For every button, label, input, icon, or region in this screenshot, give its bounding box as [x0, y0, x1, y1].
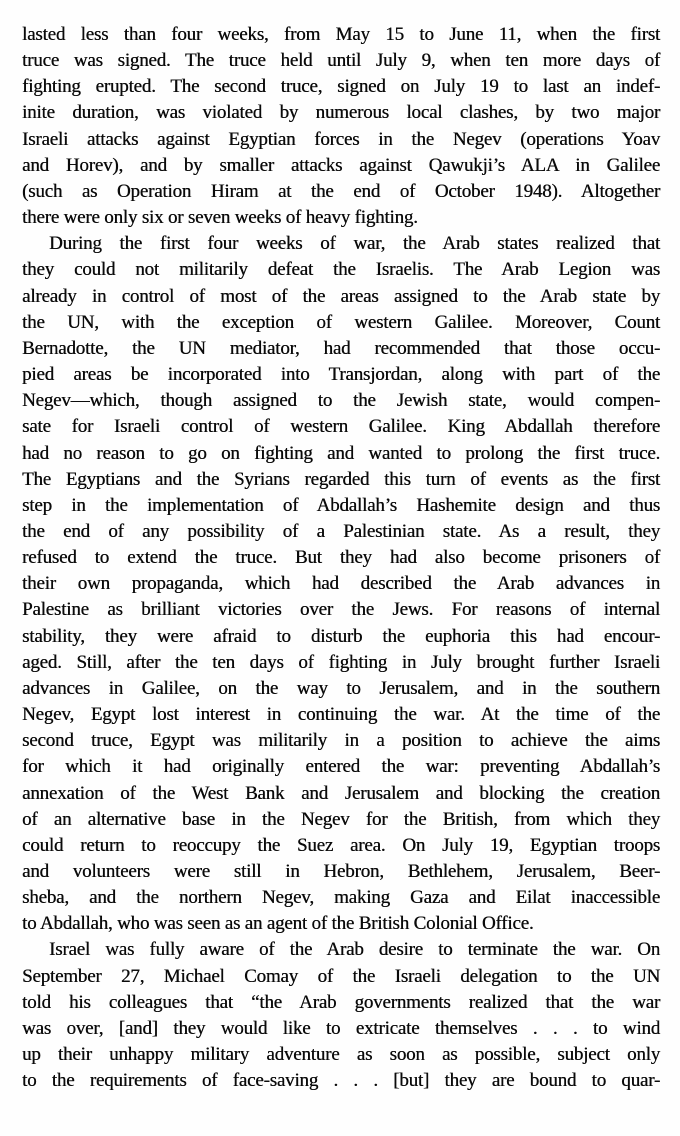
text-line: there were only six or seven weeks of heavy fighting.	[22, 207, 418, 229]
text-line: Negev—which, though assigned to the Jewish state, would compen-	[22, 390, 660, 412]
text-line: refused to extend the truce. But they had also become prisoners of	[22, 547, 660, 569]
text-line: up their unhappy military adventure as soon as possible, subject only	[22, 1044, 660, 1066]
text-line: sate for Israeli control of western Galilee. King Abdallah therefore	[22, 416, 660, 438]
text-line: the end of any possibility of a Palestinian state. As a result, they	[22, 520, 660, 542]
text-line: and volunteers were still in Hebron, Bethlehem, Jerusalem, Beer-	[22, 861, 660, 882]
paragraph	[22, 231, 660, 937]
text-line: step in the implementation of Abdallah’s Hashemite design and thus	[22, 494, 660, 516]
text-line: for which it had originally entered the war: preventing Abdallah’s	[22, 756, 660, 778]
text-line: they could not militarily defeat the Israelis. The Arab Legion was	[22, 259, 660, 281]
text-line: advances in Galilee, on the way to Jerusalem, and in the southern	[22, 677, 660, 699]
text-line: fighting erupted. The second truce, signed on July 19 to last an indef-	[22, 76, 660, 98]
text-line: to the requirements of face-saving . . . [but] they are bound to quar-	[22, 1070, 660, 1092]
text-line: inite duration, was violated by numerous local clashes, by two major	[22, 102, 660, 124]
text-line: had no reason to go on fighting and wanted to prolong the first truce.	[22, 442, 660, 464]
text-line: of an alternative base in the Negev for the British, from which they	[22, 808, 660, 830]
text-line: already in control of most of the areas assigned to the Arab state by	[22, 285, 660, 307]
text-line: to Abdallah, who was seen as an agent of the British Colonial Office.	[22, 913, 534, 935]
text-line: second truce, Egypt was militarily in a position to achieve the aims	[22, 730, 660, 752]
text-line: stability, they were afraid to disturb the euphoria this had encour-	[22, 625, 660, 647]
text-line: Bernadotte, the UN mediator, had recommended that those occu-	[22, 337, 660, 359]
paragraph	[22, 22, 660, 231]
text-line: could return to reoccupy the Suez area. On July 19, Egyptian troops	[22, 834, 660, 856]
text-line: lasted less than four weeks, from May 15 to June 11, when the first	[22, 24, 660, 45]
paragraph	[22, 937, 660, 1094]
text-line: was over, [and] they would like to extricate themselves . . . to wind	[22, 1017, 660, 1039]
text-line: Israel was fully aware of the Arab desire to terminate the war. On	[49, 939, 660, 961]
text-line: the UN, with the exception of western Galilee. Moreover, Count	[22, 311, 660, 333]
text-line: (such as Operation Hiram at the end of October 1948). Altogether	[22, 180, 660, 202]
text-line: pied areas be incorporated into Transjordan, along with part of the	[22, 364, 660, 386]
text-line: During the first four weeks of war, the Arab states realized that	[49, 233, 660, 255]
text-line: Israeli attacks against Egyptian forces in the Negev (operations Yoav	[22, 128, 660, 150]
text-line: Negev, Egypt lost interest in continuing the war. At the time of the	[22, 704, 660, 726]
text-line: truce was signed. The truce held until July 9, when ten more days of	[22, 50, 660, 72]
text-line: Palestine as brilliant victories over the Jews. For reasons of internal	[22, 599, 660, 621]
text-line: and Horev), and by smaller attacks against Qawukji’s ALA in Galilee	[22, 154, 660, 176]
text-line: September 27, Michael Comay of the Israeli delegation to the UN	[22, 965, 660, 987]
text-line: told his colleagues that “the Arab governments realized that the war	[22, 991, 660, 1013]
text-line: sheba, and the northern Negev, making Gaza and Eilat inaccessible	[22, 887, 660, 909]
text-line: The Egyptians and the Syrians regarded this turn of events as the first	[22, 468, 660, 490]
text-line: aged. Still, after the ten days of fighting in July brought further Israeli	[22, 651, 660, 673]
text-line: their own propaganda, which had described the Arab advances in	[22, 573, 660, 595]
text-line: annexation of the West Bank and Jerusalem and blocking the creation	[22, 782, 660, 804]
